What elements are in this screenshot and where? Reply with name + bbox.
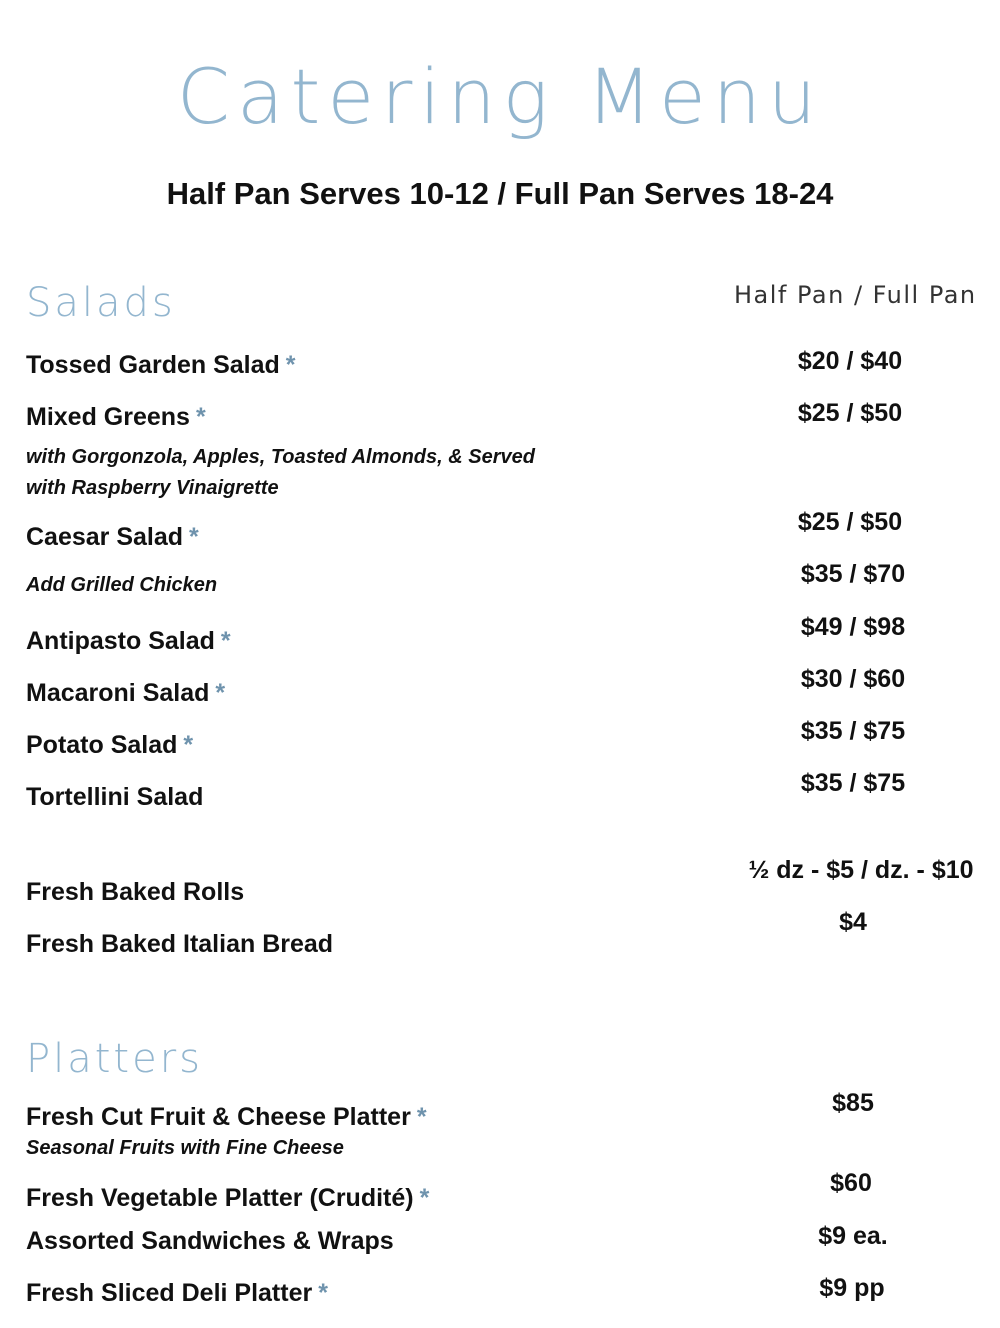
menu-item — [26, 731, 193, 760]
menu-item-price: $9 pp — [819, 1274, 885, 1302]
menu-item-price: $85 — [832, 1089, 874, 1117]
menu-item — [26, 403, 206, 432]
menu-item — [26, 1184, 429, 1213]
menu-item — [26, 523, 199, 552]
menu-item-price: $9 ea. — [818, 1222, 888, 1250]
menu-item-price: $4 — [839, 908, 867, 936]
menu-item — [26, 351, 296, 380]
menu-item-name: Fresh Vegetable Platter (Crudité) — [26, 1184, 414, 1212]
menu-item-price: $20 / $40 — [797, 347, 903, 375]
menu-item-price: ½ dz - $5 / dz. - $10 — [748, 856, 974, 884]
menu-item-addon: Add Grilled Chicken — [26, 574, 218, 596]
menu-item-name: Fresh Baked Rolls — [26, 878, 245, 906]
menu-item — [26, 679, 225, 708]
star-icon: * — [285, 351, 296, 379]
menu-item-price: $30 / $60 — [800, 665, 906, 693]
menu-item — [26, 1279, 328, 1308]
section-heading-platters: Platters — [26, 1036, 204, 1082]
menu-item-name: Fresh Baked Italian Bread — [26, 930, 334, 958]
star-icon: * — [183, 731, 194, 759]
menu-item — [26, 1227, 394, 1256]
menu-item-price: $60 — [830, 1169, 872, 1197]
menu-item-name: Assorted Sandwiches & Wraps — [26, 1227, 394, 1255]
menu-item-name: Tossed Garden Salad — [26, 351, 280, 379]
menu-item — [26, 783, 203, 812]
menu-item-description: with Raspberry Vinaigrette — [26, 477, 279, 499]
menu-item-name: Tortellini Salad — [26, 783, 204, 811]
menu-item-price: $25 / $50 — [797, 399, 903, 427]
menu-item-name: Macaroni Salad — [26, 679, 210, 707]
menu-item-price: $49 / $98 — [800, 613, 906, 641]
page-subtitle: Half Pan Serves 10-12 / Full Pan Serves 18-24 — [166, 176, 834, 211]
menu-item-name: Caesar Salad — [26, 523, 184, 551]
menu-item — [26, 627, 231, 656]
section-heading-salads: Salads — [26, 280, 176, 326]
menu-item-price: $35 / $75 — [800, 717, 906, 745]
star-icon: * — [419, 1184, 430, 1212]
star-icon: * — [195, 403, 206, 431]
star-icon: * — [220, 627, 231, 655]
menu-item-name: Mixed Greens — [26, 403, 190, 431]
star-icon: * — [215, 679, 226, 707]
menu-item-description: Seasonal Fruits with Fine Cheese — [26, 1137, 344, 1159]
menu-item-price: $35 / $70 — [800, 560, 906, 588]
star-icon: * — [189, 523, 199, 551]
page-title: Catering Menu — [176, 52, 824, 141]
menu-item-price: $35 / $75 — [800, 769, 906, 797]
price-column-header: Half Pan / Full Pan — [734, 281, 977, 309]
menu-item-name: Fresh Sliced Deli Platter — [26, 1279, 313, 1307]
menu-item-price: $25 / $50 — [797, 508, 903, 536]
menu-item-name: Antipasto Salad — [26, 627, 215, 655]
menu-item — [26, 930, 333, 959]
menu-item-name: Fresh Cut Fruit & Cheese Platter — [26, 1103, 411, 1131]
star-icon: * — [318, 1279, 328, 1307]
menu-item — [26, 878, 244, 907]
menu-item-description: with Gorgonzola, Apples, Toasted Almonds, & Served — [26, 446, 535, 468]
menu-item — [26, 1103, 427, 1132]
menu-item-name: Potato Salad — [26, 731, 178, 759]
star-icon: * — [416, 1103, 427, 1131]
